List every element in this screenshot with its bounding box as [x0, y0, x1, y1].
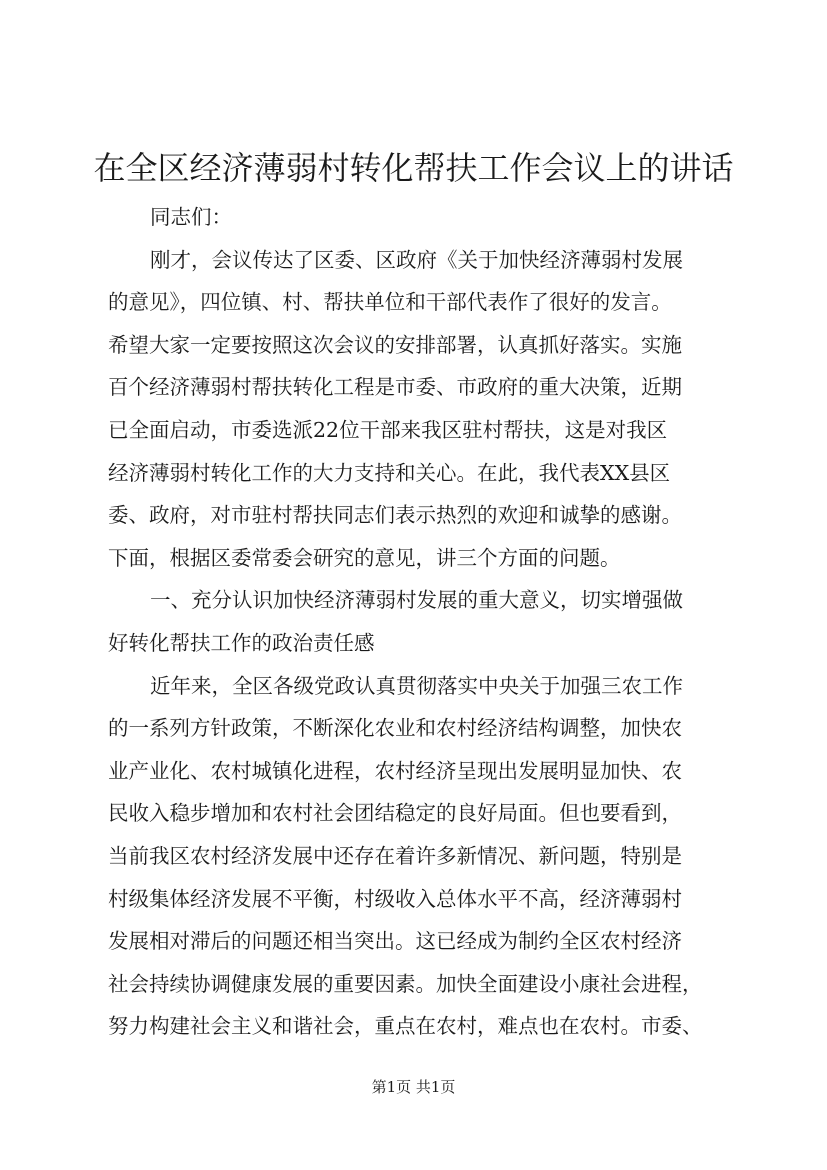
body-line: 当前我区农村经济发展中还存在着许多新情况、新问题，特别是: [108, 843, 682, 868]
body-line: 已全面启动，市委选派22位干部来我区驻村帮扶，这是对我区: [108, 417, 668, 442]
section-heading-line: 好转化帮扶工作的政治责任感: [108, 630, 375, 655]
body-line: 下面，根据区委常委会研究的意见，讲三个方面的问题。: [108, 545, 621, 570]
body-line: 发展相对滞后的问题还相当突出。这已经成为制约全区农村经济: [108, 929, 682, 954]
body-line: 委、政府，对市驻村帮扶同志们表示热烈的欢迎和诚挚的感谢。: [108, 503, 682, 528]
body-line: 希望大家一定要按照这次会议的安排部署，认真抓好落实。实施: [108, 332, 682, 357]
body-line: 村级集体经济发展不平衡，村级收入总体水平不高，经济薄弱村: [108, 886, 682, 911]
body-line: 业产业化、农村城镇化进程，农村经济呈现出发展明显加快、农: [108, 758, 682, 783]
body-line: 刚才，会议传达了区委、区政府《关于加快经济薄弱村发展: [150, 247, 683, 272]
body-line: 努力构建社会主义和谐社会，重点在农村，难点也在农村。市委、: [108, 1014, 703, 1039]
document-title: 在全区经济薄弱村转化帮扶工作会议上的讲话: [93, 149, 734, 187]
page-footer: 第1页 共1页: [371, 1078, 456, 1096]
section-heading-line: 一、充分认识加快经济薄弱村发展的重大意义，切实增强做: [150, 588, 683, 613]
body-line: 的意见》，四位镇、村、帮扶单位和干部代表作了很好的发言。: [108, 290, 672, 315]
document-body: [108, 196, 738, 1048]
body-line: 近年来，全区各级党政认真贯彻落实中央关于加强三农工作: [150, 673, 683, 698]
body-line: 百个经济薄弱村帮扶转化工程是市委、市政府的重大决策，近期: [108, 375, 682, 400]
body-line: 社会持续协调健康发展的重要因素。加快全面建设小康社会进程，: [108, 971, 703, 996]
salutation-line: 同志们：: [150, 205, 232, 229]
body-line: 经济薄弱村转化工作的大力支持和关心。在此，我代表XX县区: [108, 460, 671, 485]
body-line: 的一系列方针政策，不断深化农业和农村经济结构调整，加快农: [108, 716, 682, 741]
body-line: 民收入稳步增加和农村社会团结稳定的良好局面。但也要看到，: [108, 801, 682, 826]
